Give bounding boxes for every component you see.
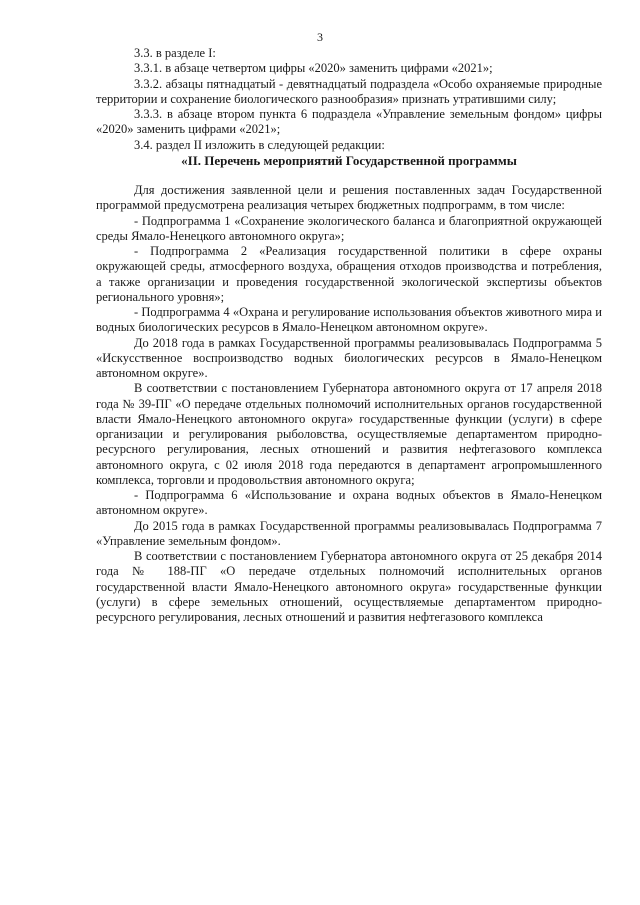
paragraph-3-3: 3.3. в разделе I:	[134, 46, 216, 60]
paragraph-subprogram-7-note: До 2015 года в рамках Государственной программы реализовывалась Подпрограмма 7 «Управление земельным фондом».	[96, 518, 602, 548]
paragraph-decree-188: В соответствии с постановлением Губернатора автономного округа от 25 декабря 2014 года № 188-ПГ «О передаче отдельных полномочий исполнительных органов государственной власти Ямало-Ненецкого автономного округа» государственные функции (услуги) в сфере земельных отношений, осуществляемые департаментом природно-ресурсного регулирования, лесных отношений и развития нефтегазового комплекса	[96, 549, 602, 624]
paragraph-3-4: 3.4. раздел II изложить в следующей редакции:	[134, 137, 385, 152]
paragraph-decree-39: В соответствии с постановлением Губернатора автономного округа от 17 апреля 2018 года № 39-ПГ «О передаче отдельных полномочий исполнительных органов государственной власти Ямало-Ненецкого автономного округа» государственные функции (услуги) в сфере организации и регулирования рыболовства, осуществляемые департаментом природно-ресурсного регулирования, лесных отношений и развития нефтегазового комплекса автономного округа, с 02 июля 2018 года передаются в департамент агропромышленного комплекса, торговли и продовольствия автономного округа;	[96, 381, 602, 487]
paragraph-subprogram-2: - Подпрограмма 2 «Реализация государственной политики в сфере охраны окружающей среды, атмосферного воздуха, обращения отходов производства и потребления, а также организации и проведения государственной экологической экспертизы объектов регионального уровня»;	[96, 244, 602, 304]
paragraph-subprogram-4: - Подпрограмма 4 «Охрана и регулирование использования объектов животного мира и водных биологических ресурсов в Ямало-Ненецком автономном округе».	[96, 305, 602, 335]
section-heading: «II. Перечень мероприятий Государственной программы	[181, 152, 517, 168]
paragraph-subprogram-1: - Подпрограмма 1 «Сохранение экологического баланса и благоприятной окружающей среды Ямало-Ненецкого автономного округа»;	[96, 213, 602, 243]
paragraph-3-3-2: 3.3.2. абзацы пятнадцатый - девятнадцатый подраздела «Особо охраняемые природные территории и сохранение биологического разнообразия» признать утратившими силу;	[96, 76, 602, 106]
paragraph-subprogram-6: - Подпрограмма 6 «Использование и охрана водных объектов в Ямало-Ненецком автономном округе».	[96, 488, 602, 518]
paragraph-intro: Для достижения заявленной цели и решения поставленных задач Государственной программой предусмотрена реализация четырех бюджетных подпрограмм, в том числе:	[96, 183, 602, 213]
document-body	[96, 46, 602, 625]
paragraph-3-3-1: 3.3.1. в абзаце четвертом цифры «2020» заменить цифрами «2021»;	[134, 61, 493, 76]
paragraph-subprogram-5-note: До 2018 года в рамках Государственной программы реализовывалась Подпрограмма 5 «Искусственное воспроизводство водных биологических ресурсов в Ямало-Ненецком автономном округе».	[96, 335, 602, 380]
paragraph-3-3-3: 3.3.3. в абзаце втором пункта 6 подраздела «Управление земельным фондом» цифры «2020» заменить цифрами «2021»;	[96, 107, 602, 137]
page-number: 3	[317, 30, 323, 44]
